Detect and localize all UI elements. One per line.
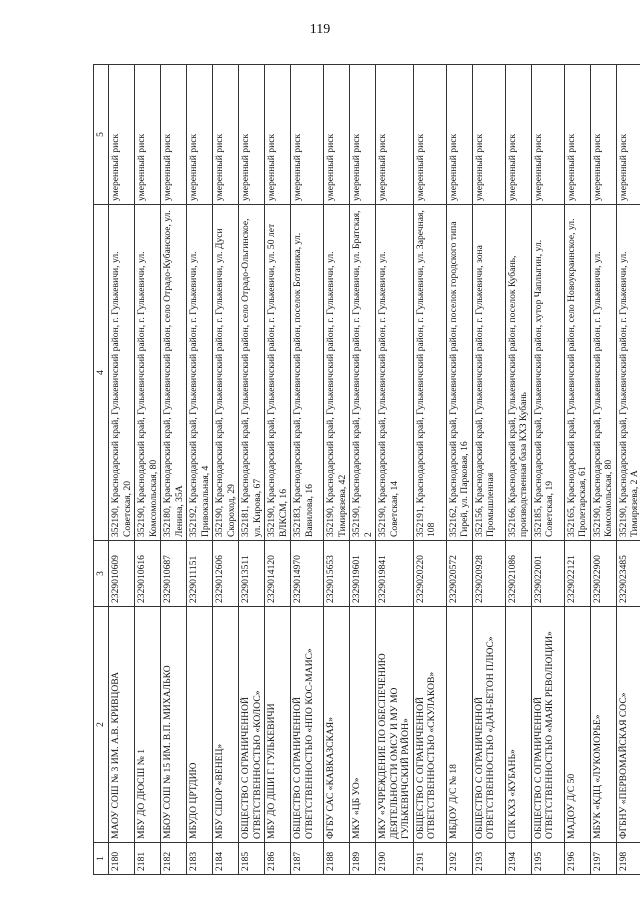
organization-name: МКУ «УЧРЕЖДЕНИЕ ПО ОБЕСПЕЧЕНИЮ ДЕЯТЕЛЬНОСТИ ОМСУ И МУ МО ГУЛЬКЕВИЧСКИЙ РАЙОН»	[376, 607, 414, 843]
row-number: 2181	[135, 843, 161, 875]
row-number: 2198	[616, 843, 640, 875]
organization-name: ФГБУ САС «КАВКАЗСКАЯ»	[324, 607, 350, 843]
risk-category: умеренный риск	[265, 65, 291, 205]
column-header-risk: 5	[94, 65, 109, 205]
table-row	[590, 65, 616, 875]
address: 352192, Краснодарский край, Гулькевичский район, г. Гулькевичи, ул. Привокзальная, 4	[187, 205, 213, 541]
row-number: 2180	[109, 843, 135, 875]
risk-category: умеренный риск	[135, 65, 161, 205]
organization-name: МБУК «КДЦ «ЛУКОМОРЬЕ»	[590, 607, 616, 843]
table-body	[109, 65, 640, 875]
organization-name: МБУ ДО ДШИ Г. ГУЛЬКЕВИЧИ	[265, 607, 291, 843]
address: 352190, Краснодарский край, Гулькевичский район, г. Гулькевичи, ул. Комсомольская, 80	[135, 205, 161, 541]
organization-name: МАОУ СОШ № 3 ИМ. А.В. КРИВЦОВА	[109, 607, 135, 843]
inn: 2329021086	[505, 541, 531, 607]
inn: 2329020220	[413, 541, 446, 607]
risk-category: умеренный риск	[616, 65, 640, 205]
table-row	[564, 65, 590, 875]
address: 352190, Краснодарский край, Гулькевичский район, г. Гулькевичи, ул. Комсомольская, 80	[590, 205, 616, 541]
table-row	[109, 65, 135, 875]
organization-name: ОБЩЕСТВО С ОГРАНИЧЕННОЙ ОТВЕТСТВЕННОСТЬЮ «НПО КОС-МАИС»	[291, 607, 324, 843]
row-number: 2195	[531, 843, 564, 875]
inn: 2329012606	[213, 541, 239, 607]
row-number: 2197	[590, 843, 616, 875]
risk-category: умеренный риск	[213, 65, 239, 205]
address: 352190, Краснодарский край, Гулькевичский район, г. Гулькевичи, ул. Советская, 14	[376, 205, 414, 541]
row-number: 2193	[472, 843, 505, 875]
organization-name: МБУДО ЦРТДИЮ	[187, 607, 213, 843]
organization-name: ОБЩЕСТВО С ОГРАНИЧЕННОЙ ОТВЕТСТВЕННОСТЬЮ «СКУЛАКОВ»	[413, 607, 446, 843]
table-row	[135, 65, 161, 875]
inn: 2329022001	[531, 541, 564, 607]
risk-category: умеренный риск	[187, 65, 213, 205]
address: 352166, Краснодарский край, Гулькевичский район, поселок Кубань, производственная база КХЗ Кубань	[505, 205, 531, 541]
table-row	[213, 65, 239, 875]
address: 352190, Краснодарский край, Гулькевичский район, г. Гулькевичи, ул. Тимирязева, 42	[324, 205, 350, 541]
row-number: 2188	[324, 843, 350, 875]
inn: 2329019841	[376, 541, 414, 607]
row-number: 2186	[265, 843, 291, 875]
organization-name: МБОУ СОШ № 15 ИМ. В.П. МИХАЛЬКО	[161, 607, 187, 843]
page-number: 119	[309, 22, 331, 37]
row-number: 2187	[291, 843, 324, 875]
risk-category: умеренный риск	[531, 65, 564, 205]
inn: 2329019601	[350, 541, 376, 607]
risk-category: умеренный риск	[505, 65, 531, 205]
inn: 2329023485	[616, 541, 640, 607]
organization-name: ОБЩЕСТВО С ОГРАНИЧЕННОЙ ОТВЕТСТВЕННОСТЬЮ «МАЯК РЕВОЛЮЦИИ»	[531, 607, 564, 843]
risk-category: умеренный риск	[564, 65, 590, 205]
rotated-table-container	[93, 65, 640, 875]
address: 352190, Краснодарский край, Гулькевичский район, г. Гулькевичи, ул. Братская, 2	[350, 205, 376, 541]
table-row	[505, 65, 531, 875]
table-row	[239, 65, 265, 875]
address: 352190, Краснодарский край, Гулькевичский район, г. Гулькевичи, ул. Советская, 20	[109, 205, 135, 541]
address: 352183, Краснодарский край, Гулькевичский район, поселок Ботаника, ул. Вавилова, 16	[291, 205, 324, 541]
risk-category: умеренный риск	[590, 65, 616, 205]
address: 352180, Краснодарский край, Гулькевичский район, село Отрадо-Кубанское, ул. Ленина, 35А	[161, 205, 187, 541]
table-row	[531, 65, 564, 875]
table-row	[472, 65, 505, 875]
address: 352156, Краснодарский край, Гулькевичский район, г. Гулькевичи, зона Промышленная	[472, 205, 505, 541]
address: 352181, Краснодарский край, Гулькевичский район, село Отрадо-Ольгинское, ул. Кирова, 67	[239, 205, 265, 541]
table-row	[376, 65, 414, 875]
table-header-row	[94, 65, 109, 875]
inn: 2329010687	[161, 541, 187, 607]
row-number: 2183	[187, 843, 213, 875]
inn: 2329013511	[239, 541, 265, 607]
inn: 2329022900	[590, 541, 616, 607]
row-number: 2194	[505, 843, 531, 875]
organization-name: МБДОУ Д/С № 18	[446, 607, 472, 843]
organization-name: МБУ СШОР «ВЕНЕЦ»	[213, 607, 239, 843]
inn: 2329010616	[135, 541, 161, 607]
inn: 2329014970	[291, 541, 324, 607]
risk-category: умеренный риск	[109, 65, 135, 205]
address: 352185, Краснодарский край, Гулькевичский район, хутор Чаплыгин, ул. Советская, 19	[531, 205, 564, 541]
risk-category: умеренный риск	[472, 65, 505, 205]
inn: 2329015653	[324, 541, 350, 607]
row-number: 2185	[239, 843, 265, 875]
table-row	[187, 65, 213, 875]
organization-name: СПК КХЗ «КУБАНЬ»	[505, 607, 531, 843]
inn: 2329020572	[446, 541, 472, 607]
organization-name: ФГБНУ «ПЕРВОМАЙСКАЯ СОС»	[616, 607, 640, 843]
row-number: 2190	[376, 843, 414, 875]
table-row	[291, 65, 324, 875]
table-row	[324, 65, 350, 875]
address: 352162, Краснодарский край, Гулькевичский район, поселок городского типа Гирей, ул. Парковая, 16	[446, 205, 472, 541]
risk-category: умеренный риск	[291, 65, 324, 205]
column-header-number: 1	[94, 843, 109, 875]
inn: 2329011151	[187, 541, 213, 607]
address: 352191, Краснодарский край, Гулькевичский район, г. Гулькевичи, ул. Заречная, 108	[413, 205, 446, 541]
row-number: 2182	[161, 843, 187, 875]
table-row	[413, 65, 446, 875]
inn: 2329014120	[265, 541, 291, 607]
row-number: 2191	[413, 843, 446, 875]
risk-category: умеренный риск	[350, 65, 376, 205]
inn: 2329022121	[564, 541, 590, 607]
table-row	[161, 65, 187, 875]
table-row	[446, 65, 472, 875]
risk-category: умеренный риск	[239, 65, 265, 205]
risk-category: умеренный риск	[413, 65, 446, 205]
row-number: 2189	[350, 843, 376, 875]
inn: 2329020928	[472, 541, 505, 607]
address: 352190, Краснодарский край, Гулькевичский район, г. Гулькевичи, ул. Дуси Скороход, 29	[213, 205, 239, 541]
column-header-name: 2	[94, 607, 109, 843]
risk-category: умеренный риск	[324, 65, 350, 205]
table-row	[265, 65, 291, 875]
row-number: 2184	[213, 843, 239, 875]
address: 352190, Краснодарский край, Гулькевичский район, г. Гулькевичи, ул. 50 лет ВЛКСМ, 16	[265, 205, 291, 541]
address: 352165, Краснодарский край, Гулькевичский район, село Новоукраинское, ул. Пролетарская, 61	[564, 205, 590, 541]
organization-name: ОБЩЕСТВО С ОГРАНИЧЕННОЙ ОТВЕТСТВЕННОСТЬЮ «ДАН-БЕТОН ПЛЮС»	[472, 607, 505, 843]
row-number: 2196	[564, 843, 590, 875]
row-number: 2192	[446, 843, 472, 875]
organization-name: ОБЩЕСТВО С ОГРАНИЧЕННОЙ ОТВЕТСТВЕННОСТЬЮ «КОЛОС»	[239, 607, 265, 843]
organization-name: МБУ ДО ДЮСШ № 1	[135, 607, 161, 843]
organization-name: МКУ «ЦБ УО»	[350, 607, 376, 843]
table-row	[616, 65, 640, 875]
rotated-table-region	[93, 65, 640, 875]
risk-category: умеренный риск	[446, 65, 472, 205]
registry-table	[93, 64, 640, 875]
column-header-inn: 3	[94, 541, 109, 607]
column-header-address: 4	[94, 205, 109, 541]
table-row	[350, 65, 376, 875]
inn: 2329010609	[109, 541, 135, 607]
organization-name: МАДОУ Д/С 50	[564, 607, 590, 843]
risk-category: умеренный риск	[161, 65, 187, 205]
risk-category: умеренный риск	[376, 65, 414, 205]
address: 352190, Краснодарский край, Гулькевичский район, г. Гулькевичи, ул. Тимирязева, 2 А	[616, 205, 640, 541]
